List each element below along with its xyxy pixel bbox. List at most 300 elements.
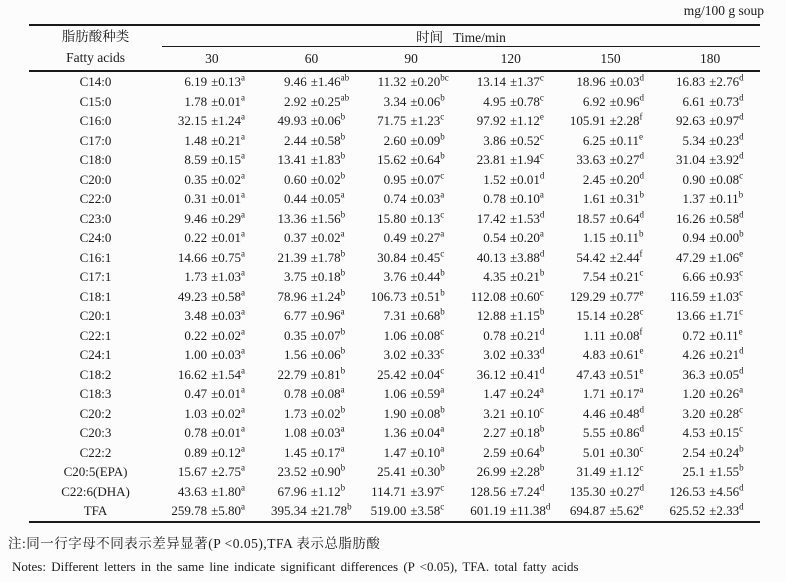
fatty-acid-name: C18:3: [79, 386, 112, 402]
significance-letter: b: [539, 306, 545, 317]
fatty-acid-name: C20:1: [79, 308, 112, 324]
table-row: [29, 189, 760, 209]
value-cell: 519.00 ±3.58$^c$: [370, 501, 445, 519]
significance-letter: d: [639, 170, 645, 181]
time-column-header: 90: [361, 47, 461, 72]
value-cell: 3.34 ±0.06$^b$: [383, 92, 445, 109]
value-cell: 54.42 ±2.44$^f$: [576, 248, 643, 265]
significance-letter: a: [340, 443, 345, 454]
table-row: [29, 365, 760, 385]
value-cell: 92.63 ±0.97$^d$: [676, 111, 744, 129]
value-cell: 32.15 ±1.24$^a$: [177, 111, 245, 129]
significance-letter: c: [440, 326, 445, 337]
significance-letter: c: [440, 170, 445, 181]
significance-letter: e: [639, 365, 644, 376]
fatty-acid-name: C24:0: [79, 230, 112, 246]
significance-letter: b: [340, 111, 346, 122]
significance-letter: b: [440, 462, 445, 473]
value-cell: 1.47 ±0.10$^a$: [383, 443, 445, 460]
value-cell: 1.90 ±0.08$^b$: [383, 404, 445, 421]
value-cell: 1.11 ±0.08$^f$: [583, 326, 643, 343]
table-body: [29, 71, 760, 522]
significance-letter: a: [240, 248, 245, 259]
significance-letter: a: [440, 423, 445, 434]
value-cell: 129.29 ±0.77$^e$: [569, 287, 644, 304]
fatty-acid-name: C24:1: [79, 347, 112, 363]
significance-letter: a: [240, 462, 245, 473]
value-cell: 22.79 ±0.81$^b$: [277, 365, 346, 382]
value-cell: 47.43 ±0.51$^e$: [576, 365, 644, 382]
significance-letter: d: [539, 345, 545, 356]
significance-letter: c: [539, 150, 544, 161]
significance-letter: d: [539, 326, 545, 337]
significance-letter: e: [739, 248, 744, 259]
significance-letter: b: [340, 462, 346, 473]
significance-letter: d: [739, 150, 744, 161]
value-cell: 6.92 ±0.96$^d$: [582, 92, 645, 109]
significance-letter: d: [739, 209, 744, 220]
value-cell: 395.34 ±21.78$^b$: [270, 501, 352, 519]
value-cell: 0.90 ±0.08$^c$: [682, 170, 744, 187]
significance-letter: c: [539, 92, 544, 103]
value-cell: 1.56 ±0.06$^b$: [283, 345, 346, 363]
value-cell: 8.59 ±0.15$^a$: [184, 150, 245, 168]
significance-letter: b: [639, 189, 645, 200]
value-cell: 5.34 ±0.23$^d$: [682, 131, 744, 148]
significance-letter: b: [340, 404, 346, 415]
value-cell: 15.80 ±0.13$^c$: [377, 209, 445, 226]
significance-letter: b: [340, 482, 346, 493]
value-cell: 105.91 ±2.28$^f$: [569, 111, 643, 129]
significance-letter: b: [539, 462, 545, 473]
value-cell: 259.78 ±5.80$^a$: [171, 501, 245, 519]
significance-letter: f: [639, 326, 643, 337]
significance-letter: b: [347, 501, 352, 512]
value-cell: 43.63 ±1.80$^a$: [177, 482, 245, 499]
value-cell: 0.89 ±0.12$^a$: [184, 443, 245, 460]
value-cell: 3.48 ±0.03$^a$: [184, 306, 245, 324]
significance-letter: a: [340, 228, 345, 239]
value-cell: 126.53 ±4.56$^d$: [669, 482, 744, 499]
significance-letter: c: [739, 170, 744, 181]
value-cell: 1.73 ±1.03$^a$: [184, 267, 245, 285]
value-cell: 3.02 ±0.33$^c$: [383, 345, 445, 363]
value-cell: 4.46 ±0.48$^d$: [582, 404, 645, 421]
significance-letter: a: [639, 384, 644, 395]
value-cell: 15.14 ±0.28$^c$: [576, 306, 644, 324]
value-cell: 1.78 ±0.01$^a$: [184, 92, 245, 109]
significance-letter: c: [539, 404, 544, 415]
value-cell: 49.23 ±0.58$^a$: [177, 287, 245, 304]
significance-letter: c: [539, 287, 544, 298]
significance-letter: c: [539, 131, 544, 142]
value-cell: 694.87 ±5.62$^e$: [569, 501, 644, 519]
value-cell: 1.15 ±0.11$^b$: [582, 228, 644, 246]
significance-letter: a: [240, 150, 245, 161]
value-cell: 23.81 ±1.94$^c$: [476, 150, 544, 168]
significance-letter: d: [639, 423, 645, 434]
value-cell: 23.52 ±0.90$^b$: [277, 462, 346, 480]
fatty-acid-name: C18:1: [79, 288, 112, 304]
value-cell: 0.49 ±0.27$^a$: [383, 228, 445, 246]
value-cell: 0.22 ±0.01$^a$: [184, 228, 245, 246]
note-zh: 注:同一行字母不同表示差异显著(P <0.05),TFA 表示总脂肪酸: [8, 535, 381, 551]
significance-letter: a: [240, 404, 245, 415]
note-en: Notes: Different letters in the same line indicate significant differences (P <0.05), TFA. total fatty acids: [12, 558, 579, 574]
significance-letter: a: [240, 306, 245, 317]
significance-letter: d: [639, 209, 645, 220]
value-cell: 47.29 ±1.06$^e$: [676, 248, 744, 265]
value-cell: 112.08 ±0.60$^c$: [470, 287, 544, 304]
significance-letter: b: [738, 189, 744, 200]
significance-letter: a: [240, 326, 245, 337]
significance-letter: b: [639, 228, 644, 239]
value-cell: 7.31 ±0.68$^b$: [383, 306, 445, 324]
time-column-header: 180: [660, 47, 760, 72]
value-cell: 1.20 ±0.26$^a$: [682, 384, 744, 402]
significance-letter: b: [340, 365, 346, 376]
time-column-header: 30: [162, 47, 262, 72]
significance-letter: b: [440, 267, 445, 278]
significance-letter: b: [340, 287, 346, 298]
value-cell: 97.92 ±1.12$^e$: [476, 111, 544, 129]
value-cell: 6.77 ±0.96$^a$: [283, 306, 345, 324]
significance-letter: a: [539, 189, 544, 200]
value-cell: 0.37 ±0.02$^a$: [283, 228, 345, 246]
significance-letter: b: [340, 248, 346, 259]
value-cell: 14.66 ±0.75$^a$: [177, 248, 245, 265]
value-cell: 4.53 ±0.15$^c$: [682, 423, 744, 441]
value-cell: 16.62 ±1.54$^a$: [177, 365, 245, 382]
time-column-header: 120: [461, 47, 561, 72]
significance-letter: f: [639, 248, 643, 259]
value-cell: 15.62 ±0.64$^b$: [377, 150, 445, 168]
significance-letter: b: [440, 306, 445, 317]
significance-letter: d: [739, 501, 744, 512]
fatty-acid-name: C17:0: [79, 132, 112, 148]
value-cell: 11.32 ±0.20$^{bc}$: [377, 72, 449, 90]
significance-letter: c: [440, 365, 445, 376]
value-cell: 33.63 ±0.27$^d$: [576, 150, 645, 168]
significance-letter: b: [340, 326, 346, 337]
value-cell: 1.03 ±0.02$^a$: [184, 404, 245, 421]
fatty-acid-name: C20:5(EPA): [63, 464, 128, 480]
value-cell: 49.93 ±0.06$^b$: [277, 111, 346, 129]
table-row: [29, 345, 760, 365]
table-row: [29, 111, 760, 131]
value-cell: 0.78 ±0.01$^a$: [184, 423, 245, 441]
value-cell: 1.71 ±0.17$^a$: [582, 384, 644, 402]
significance-letter: b: [739, 228, 744, 239]
table-row: [29, 170, 760, 190]
significance-letter: a: [440, 228, 445, 239]
significance-letter: c: [739, 306, 744, 317]
significance-letter: e: [639, 501, 644, 512]
value-cell: 1.36 ±0.04$^a$: [383, 423, 445, 441]
significance-letter: e: [539, 111, 544, 122]
value-cell: 13.36 ±1.56$^b$: [277, 209, 346, 226]
significance-letter: d: [639, 482, 645, 493]
fatty-acids-column-header: [29, 25, 162, 71]
significance-letter: a: [240, 92, 245, 103]
fatty-acid-name: C16:1: [79, 249, 112, 265]
significance-letter: a: [240, 443, 245, 454]
significance-letter: a: [240, 189, 245, 200]
value-cell: 0.78 ±0.10$^a$: [483, 189, 544, 207]
significance-letter: d: [739, 365, 744, 376]
value-cell: 1.52 ±0.01$^d$: [483, 170, 545, 187]
significance-letter: d: [739, 92, 744, 103]
value-cell: 0.95 ±0.07$^c$: [383, 170, 445, 187]
time-header-en: Time/min: [453, 30, 506, 45]
fatty-acid-name: C22:2: [79, 444, 112, 460]
fatty-acid-name: C22:1: [79, 327, 112, 343]
table-row: [29, 306, 760, 326]
value-cell: 0.72 ±0.11$^e$: [682, 326, 743, 343]
value-cell: 4.35 ±0.21$^b$: [483, 267, 545, 285]
significance-letter: b: [340, 150, 346, 161]
value-cell: 1.00 ±0.03$^a$: [184, 345, 245, 363]
value-cell: 2.44 ±0.58$^b$: [283, 131, 346, 148]
fatty-acid-name: C22:6(DHA): [61, 483, 130, 499]
header-row-1: [29, 25, 760, 47]
significance-letter: a: [240, 345, 245, 356]
fatty-acid-name: TFA: [83, 503, 108, 519]
fatty-acid-name: C17:1: [79, 269, 112, 285]
value-cell: 2.59 ±0.64$^b$: [483, 443, 545, 460]
significance-letter: a: [240, 423, 245, 434]
value-cell: 25.42 ±0.04$^c$: [377, 365, 445, 382]
value-cell: 3.02 ±0.33$^d$: [483, 345, 545, 363]
significance-letter: d: [539, 170, 545, 181]
significance-letter: c: [440, 482, 445, 493]
value-cell: 6.66 ±0.93$^c$: [682, 267, 744, 285]
significance-letter: a: [340, 306, 345, 317]
significance-letter: a: [440, 384, 445, 395]
table-row: [29, 482, 760, 502]
significance-letter: c: [539, 72, 544, 83]
significance-letter: b: [440, 150, 445, 161]
table-row: [29, 209, 760, 229]
significance-letter: d: [539, 365, 545, 376]
significance-letter: a: [240, 72, 245, 83]
significance-letter: d: [739, 72, 744, 83]
value-cell: 9.46 ±1.46$^{ab}$: [283, 72, 350, 90]
significance-letter: a: [240, 384, 245, 395]
table-row: [29, 150, 760, 170]
significance-letter: a: [240, 131, 245, 142]
value-cell: 1.73 ±0.02$^b$: [283, 404, 346, 421]
value-cell: 7.54 ±0.21$^c$: [582, 267, 644, 285]
table-row: [29, 131, 760, 151]
significance-letter: c: [440, 111, 445, 122]
significance-letter: c: [440, 501, 445, 512]
value-cell: 135.30 ±0.27$^d$: [569, 482, 645, 499]
value-cell: 15.67 ±2.75$^a$: [177, 462, 245, 480]
value-cell: 1.06 ±0.59$^a$: [383, 384, 445, 402]
fatty-acid-name: C23:0: [79, 210, 112, 226]
table-row: [29, 287, 760, 307]
value-cell: 1.45 ±0.17$^a$: [283, 443, 345, 460]
significance-letter: a: [240, 228, 245, 239]
significance-letter: a: [539, 384, 544, 395]
significance-letter: b: [539, 267, 545, 278]
value-cell: 4.26 ±0.21$^d$: [682, 345, 744, 363]
value-cell: 31.49 ±1.12$^c$: [576, 462, 644, 480]
value-cell: 18.96 ±0.03$^d$: [576, 72, 645, 90]
value-cell: 6.61 ±0.73$^d$: [682, 92, 744, 109]
value-cell: 0.78 ±0.21$^d$: [483, 326, 545, 343]
table-row: [29, 423, 760, 443]
significance-letter: d: [639, 92, 645, 103]
significance-letter: c: [639, 267, 644, 278]
value-cell: 3.20 ±0.28$^c$: [682, 404, 744, 421]
value-cell: 12.88 ±1.15$^b$: [476, 306, 545, 324]
significance-letter: ab: [340, 92, 350, 103]
value-cell: 114.71 ±3.97$^c$: [371, 482, 445, 499]
significance-letter: d: [739, 131, 744, 142]
significance-letter: a: [240, 365, 245, 376]
value-cell: 67.96 ±1.12$^b$: [277, 482, 346, 499]
time-header-zh: 时间: [416, 30, 444, 45]
value-cell: 0.54 ±0.20$^a$: [483, 228, 544, 246]
value-cell: 0.78 ±0.08$^a$: [283, 384, 345, 402]
significance-letter: d: [739, 345, 744, 356]
significance-letter: a: [240, 501, 245, 512]
value-cell: 13.66 ±1.71$^c$: [676, 306, 744, 324]
significance-letter: d: [639, 404, 645, 415]
significance-letter: c: [739, 423, 744, 434]
value-cell: 0.74 ±0.03$^a$: [383, 189, 445, 207]
value-cell: 16.26 ±0.58$^d$: [676, 209, 744, 226]
significance-letter: a: [739, 384, 744, 395]
significance-letter: d: [539, 209, 545, 220]
fatty-acid-name: C14:0: [79, 74, 112, 90]
significance-letter: b: [440, 92, 445, 103]
value-cell: 3.21 ±0.10$^c$: [483, 404, 544, 421]
significance-letter: e: [639, 131, 644, 142]
significance-letter: b: [539, 423, 545, 434]
table-row: [29, 326, 760, 346]
value-cell: 5.55 ±0.86$^d$: [582, 423, 645, 441]
value-cell: 18.57 ±0.64$^d$: [576, 209, 645, 226]
value-cell: 71.75 ±1.23$^c$: [377, 111, 445, 129]
significance-letter: d: [539, 482, 545, 493]
fatty-acid-name: C20:0: [79, 171, 112, 187]
significance-letter: b: [440, 131, 445, 142]
value-cell: 625.52 ±2.33$^d$: [669, 501, 744, 519]
value-cell: 31.04 ±3.92$^d$: [676, 150, 744, 168]
significance-letter: c: [440, 248, 445, 259]
significance-letter: a: [539, 228, 544, 239]
significance-letter: a: [240, 267, 245, 278]
value-cell: 106.73 ±0.51$^b$: [370, 287, 445, 304]
value-cell: 9.46 ±0.29$^a$: [184, 209, 245, 226]
value-cell: 0.35 ±0.07$^b$: [283, 326, 346, 343]
value-cell: 2.60 ±0.09$^b$: [383, 131, 445, 148]
significance-letter: c: [639, 462, 644, 473]
significance-letter: a: [340, 189, 345, 200]
significance-letter: c: [739, 287, 744, 298]
value-cell: 17.42 ±1.53$^d$: [476, 209, 545, 226]
value-cell: 601.19 ±11.38$^d$: [470, 501, 551, 519]
significance-letter: c: [739, 267, 744, 278]
value-cell: 6.19 ±0.13$^a$: [184, 72, 245, 90]
value-cell: 0.60 ±0.02$^b$: [283, 170, 346, 187]
table-row: [29, 443, 760, 463]
table-row: [29, 462, 760, 482]
significance-letter: b: [739, 462, 744, 473]
table-row: [29, 267, 760, 287]
value-cell: 4.95 ±0.78$^c$: [483, 92, 544, 109]
table-row: [29, 228, 760, 248]
value-cell: 1.61 ±0.31$^b$: [582, 189, 645, 207]
fatty-acids-header-zh: 脂肪酸种类: [61, 29, 130, 45]
fatty-acid-name: C18:2: [79, 366, 112, 382]
significance-letter: b: [340, 209, 346, 220]
value-cell: 0.94 ±0.00$^b$: [682, 228, 744, 246]
value-cell: 1.08 ±0.03$^a$: [283, 423, 345, 441]
significance-letter: d: [639, 150, 645, 161]
value-cell: 36.3 ±0.05$^d$: [682, 365, 744, 382]
significance-letter: a: [340, 423, 345, 434]
significance-letter: a: [240, 170, 245, 181]
value-cell: 6.25 ±0.11$^e$: [582, 131, 644, 148]
significance-letter: a: [240, 482, 245, 493]
value-cell: 3.76 ±0.44$^b$: [383, 267, 445, 285]
value-cell: 40.13 ±3.88$^d$: [476, 248, 545, 265]
fatty-acid-name: C15:0: [79, 93, 112, 109]
value-cell: 5.01 ±0.30$^c$: [582, 443, 644, 460]
significance-letter: c: [639, 443, 644, 454]
table-row: [29, 92, 760, 112]
significance-letter: d: [739, 111, 744, 122]
significance-letter: c: [440, 345, 445, 356]
significance-letter: d: [539, 248, 545, 259]
value-cell: 1.37 ±0.11$^b$: [682, 189, 744, 207]
significance-letter: d: [639, 72, 645, 83]
value-cell: 0.47 ±0.01$^a$: [184, 384, 245, 402]
value-cell: 0.35 ±0.02$^a$: [184, 170, 245, 187]
significance-letter: e: [639, 345, 644, 356]
significance-letter: b: [440, 404, 445, 415]
table-row: [29, 71, 760, 92]
value-cell: 25.1 ±1.55$^b$: [682, 462, 744, 480]
significance-letter: e: [639, 287, 644, 298]
time-header: [162, 25, 760, 47]
value-cell: 2.45 ±0.20$^d$: [582, 170, 645, 187]
value-cell: 21.39 ±1.78$^b$: [277, 248, 346, 265]
significance-letter: b: [440, 287, 445, 298]
value-cell: 2.54 ±0.24$^b$: [682, 443, 744, 460]
value-cell: 1.47 ±0.24$^a$: [483, 384, 544, 402]
fatty-acid-table: [29, 24, 760, 523]
value-cell: 2.92 ±0.25$^{ab}$: [283, 92, 350, 109]
significance-letter: a: [240, 111, 245, 122]
significance-letter: a: [240, 287, 245, 298]
table-row: [29, 384, 760, 404]
value-cell: 26.99 ±2.28$^b$: [476, 462, 545, 480]
value-cell: 0.22 ±0.02$^a$: [184, 326, 245, 343]
significance-letter: f: [639, 111, 643, 122]
value-cell: 36.12 ±0.41$^d$: [476, 365, 545, 382]
table-row: [29, 404, 760, 424]
value-cell: 13.41 ±1.83$^b$: [277, 150, 346, 168]
fatty-acid-name: C16:0: [79, 113, 112, 129]
fatty-acid-name: C22:0: [79, 191, 112, 207]
value-cell: 4.83 ±0.61$^e$: [582, 345, 644, 363]
significance-letter: a: [240, 209, 245, 220]
